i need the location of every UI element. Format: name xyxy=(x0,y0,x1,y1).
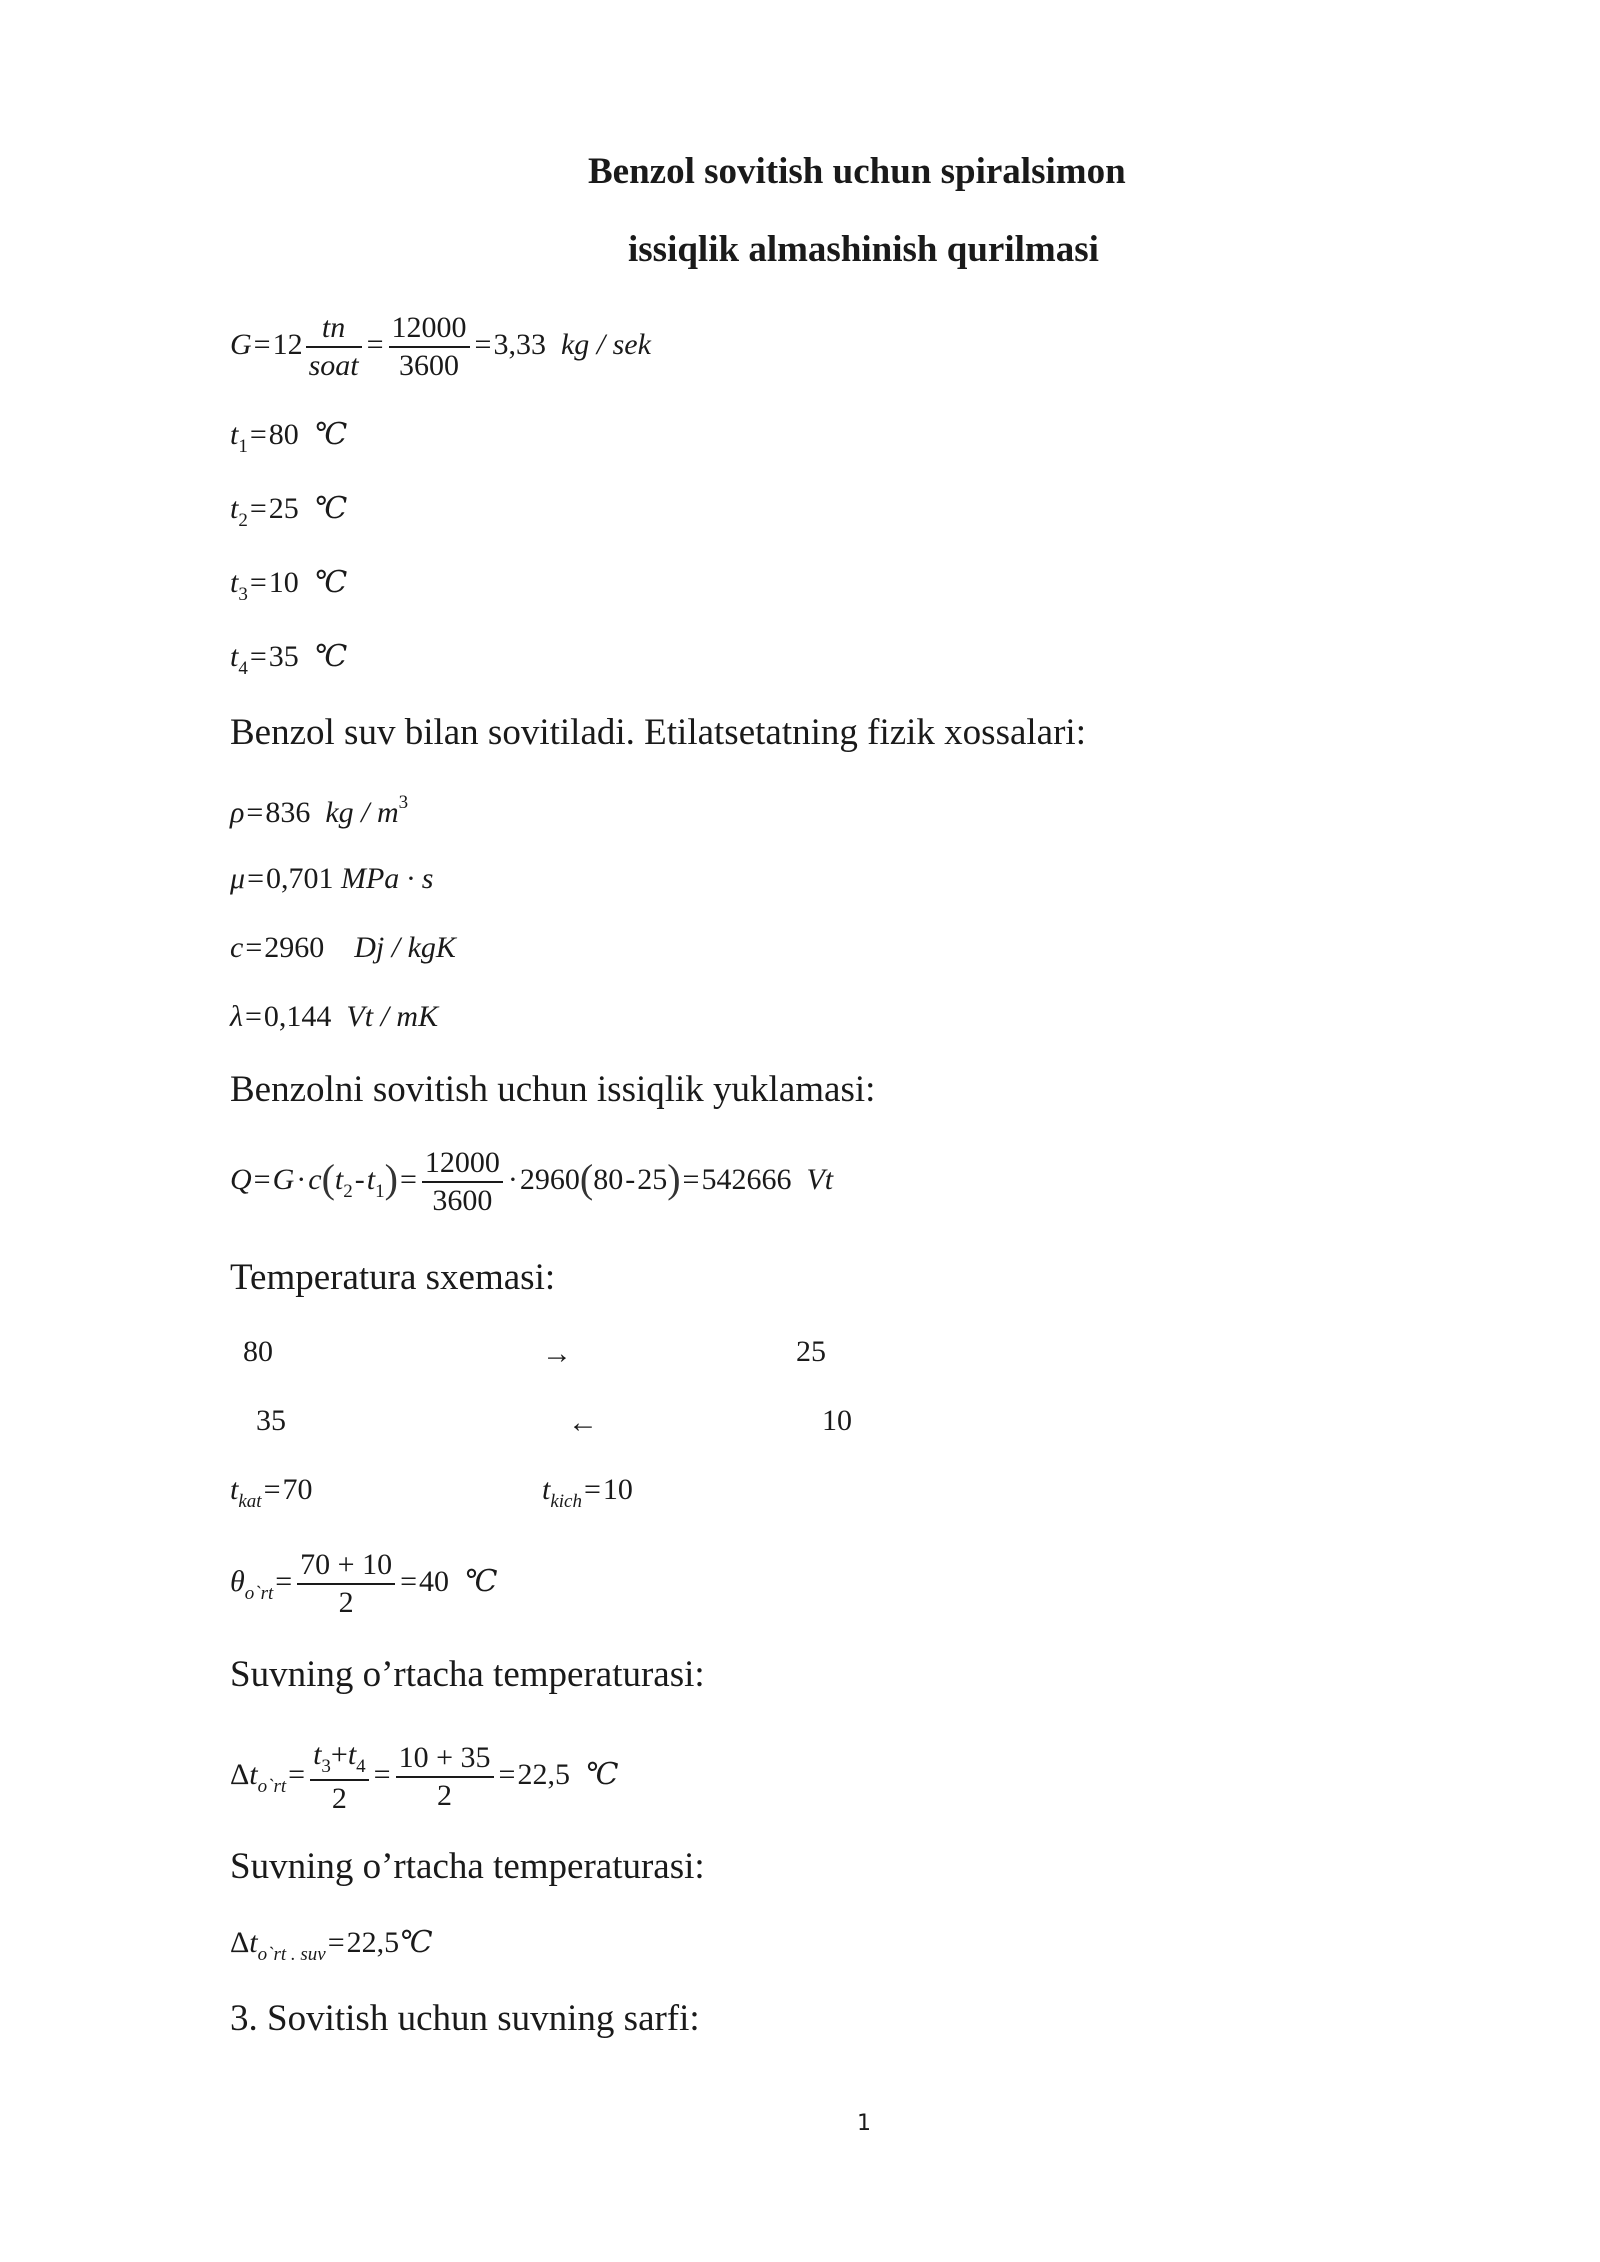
fraction-denominator: 3600 xyxy=(432,1184,493,1217)
symbol-t: t xyxy=(313,1738,322,1771)
result-value: 542666 xyxy=(701,1162,792,1196)
subscript: o`rt xyxy=(257,1775,287,1797)
scheme-row2-right: 10 xyxy=(822,1404,852,1437)
value: 10 xyxy=(602,1473,633,1506)
fraction-numerator: $t_3+t_4$ xyxy=(310,1740,369,1781)
symbol-c: c xyxy=(230,931,244,964)
result-value: 22,5 xyxy=(346,1926,400,1959)
symbol-rho: ρ xyxy=(230,796,245,829)
fraction-value xyxy=(389,313,470,381)
fraction-denominator: 2 xyxy=(338,1586,354,1619)
symbol-G: G xyxy=(230,327,252,361)
equation-t-kich: $t_{kich}=10$ xyxy=(542,1473,633,1512)
value-coef: 12 xyxy=(272,327,303,361)
equation-mass-flow: G=12 $\frac{tn}{\text{soat}}$ = $\frac{12000}{3600}$ =3,33 kg / sek xyxy=(230,311,651,382)
symbol-theta: θ xyxy=(230,1564,245,1598)
paragraph-heat-load: Benzolni sovitish uchun issiqlik yuklamasi: xyxy=(230,1069,876,1110)
value: 35 xyxy=(268,640,299,673)
fraction-numerator: 70 + 10 xyxy=(297,1550,395,1585)
equation-heat-load: $Q=G\cdot c(t_2-t_1)=$ $\frac{12000}{3600}$ ·2960(80-25)=542666 Vt xyxy=(230,1146,834,1217)
fraction-value xyxy=(422,1148,503,1216)
value: 836 xyxy=(265,796,311,829)
subscript: kat xyxy=(238,1491,262,1512)
paragraph-temperature-scheme: Temperatura sxemasi: xyxy=(230,1257,556,1298)
result-value: 3,33 xyxy=(493,327,546,361)
symbol-c: c xyxy=(308,1162,322,1196)
symbol-t: t xyxy=(230,1473,239,1506)
symbol-Q: Q xyxy=(230,1162,252,1196)
symbol-t: t xyxy=(366,1162,376,1196)
symbol-delta: Δ xyxy=(230,1926,250,1959)
equation-viscosity: μ=0,701 MPa · s xyxy=(230,862,434,895)
subscript: 4 xyxy=(356,1756,366,1777)
equation-t3: $t_3=10$ ℃ xyxy=(230,566,348,605)
value: 2960 xyxy=(519,1162,580,1196)
scheme-row1-right: 25 xyxy=(796,1335,826,1368)
arrow-left-icon: ← xyxy=(568,1406,598,1439)
symbol-t: t xyxy=(249,1757,258,1791)
equation-water-mean-temp-suv: $\Delta t_{o`rt . suv}=22,5℃$ xyxy=(230,1926,433,1965)
fraction-denominator: 3600 xyxy=(399,349,460,382)
paragraph-properties-intro: Benzol suv bilan sovitiladi. Etilatsetatning fizik xossalari: xyxy=(230,712,1086,753)
paragraph-water-consumption: 3. Sovitish uchun suvning sarfi: xyxy=(230,1998,700,2039)
unit-label: MPa · s xyxy=(340,862,434,895)
symbol-t: t xyxy=(230,640,239,673)
symbol-t: t xyxy=(542,1473,551,1506)
equation-t-kat: $t_{kat}=70$ xyxy=(230,1473,313,1512)
unit-label: Vt / mK xyxy=(346,1000,439,1033)
symbol-t: t xyxy=(230,566,239,599)
subscript: o`rt . suv xyxy=(257,1944,326,1965)
unit-label: ℃ xyxy=(584,1757,619,1791)
arrow-right-icon: → xyxy=(542,1337,572,1370)
unit-label: ℃ xyxy=(313,492,348,525)
fraction-denominator: soat xyxy=(308,349,359,382)
fraction-numerator: 12000 xyxy=(422,1148,503,1183)
equation-mean-temperature-difference: $\theta_{o`rt}=$ $\frac{70 + 10}{2}$ =40 ℃ xyxy=(230,1548,498,1619)
unit-label: kg / sek xyxy=(560,327,651,361)
subscript: 2 xyxy=(238,510,248,531)
scheme-row2-left: 35 xyxy=(256,1404,286,1437)
unit-label: ℃ xyxy=(313,566,348,599)
equation-t2: $t_2=25$ ℃ xyxy=(230,492,348,531)
fraction-numerator: 10 + 35 xyxy=(396,1743,494,1778)
equation-water-mean-temp: $\Delta t_{o`rt}=$ $\frac{t_3+t_4}{2}$ = $\frac{10 + 35}{2}$ =22,5 ℃ xyxy=(230,1738,619,1815)
symbol-t: t xyxy=(347,1738,357,1771)
fraction-denominator: 2 xyxy=(331,1782,347,1815)
fraction-value xyxy=(297,1550,395,1618)
symbol-t: t xyxy=(334,1162,344,1196)
result-value: 40 xyxy=(419,1564,450,1598)
page-title-line1: Benzol sovitish uchun spiralsimon xyxy=(588,151,1126,192)
symbol-mu: μ xyxy=(230,862,246,895)
symbol-t: t xyxy=(249,1926,258,1959)
value: 0,144 xyxy=(263,1000,332,1033)
symbol-G: G xyxy=(272,1162,295,1196)
subscript: 4 xyxy=(238,658,248,679)
page-title-line2: issiqlik almashinish qurilmasi xyxy=(628,229,1099,270)
fraction-numerator: 12000 xyxy=(389,313,470,348)
symbol-delta: Δ xyxy=(230,1757,250,1791)
subscript: o`rt xyxy=(244,1582,274,1604)
symbol-lambda: λ xyxy=(230,1000,243,1033)
value: 0,701 xyxy=(265,862,334,895)
subscript: 1 xyxy=(375,1180,385,1202)
value: 2960 xyxy=(264,931,325,964)
paragraph-water-mean-temp: Suvning o’rtacha temperaturasi: xyxy=(230,1654,705,1695)
subscript: 2 xyxy=(343,1180,353,1202)
symbol-t: t xyxy=(230,492,239,525)
subscript: kich xyxy=(550,1491,582,1512)
fraction-symbolic xyxy=(310,1740,369,1814)
equation-density: ρ=836 kg / $m^3$ xyxy=(230,792,409,829)
equation-t1: $t_1=80$ ℃ xyxy=(230,418,348,457)
equation-heat-capacity: c=2960 Dj / kgK xyxy=(230,931,456,964)
fraction-denominator: 2 xyxy=(437,1779,453,1812)
equation-conductivity: λ=0,144 Vt / mK xyxy=(230,1000,439,1033)
scheme-row1-left: 80 xyxy=(243,1335,273,1368)
value: 10 xyxy=(268,566,299,599)
fraction-numerator: tn xyxy=(306,313,362,348)
value: 25 xyxy=(268,492,299,525)
unit-label: ℃ xyxy=(464,1564,498,1598)
unit-label: kg / m xyxy=(325,796,399,829)
unit-label: ℃ xyxy=(399,1926,433,1959)
unit-label: ℃ xyxy=(313,640,348,673)
value: 80 xyxy=(593,1162,624,1196)
unit-label: Vt xyxy=(806,1162,834,1196)
result-value: 22,5 xyxy=(517,1757,570,1791)
superscript: 3 xyxy=(398,792,409,813)
unit-label: Dj / kgK xyxy=(354,931,456,964)
fraction-value xyxy=(396,1743,494,1811)
page-number: 1 xyxy=(857,2111,871,2136)
fraction-unit xyxy=(306,313,362,381)
subscript: 1 xyxy=(238,436,248,457)
subscript: 3 xyxy=(238,584,248,605)
unit-label: ℃ xyxy=(313,418,348,451)
paragraph-water-mean-temp-2: Suvning o’rtacha temperaturasi: xyxy=(230,1846,705,1887)
symbol-t: t xyxy=(230,418,239,451)
equation-t4: $t_4=35$ ℃ xyxy=(230,640,348,679)
subscript: 3 xyxy=(321,1756,331,1777)
value: 70 xyxy=(282,1473,313,1506)
value: 25 xyxy=(637,1162,668,1196)
value: 80 xyxy=(268,418,299,451)
